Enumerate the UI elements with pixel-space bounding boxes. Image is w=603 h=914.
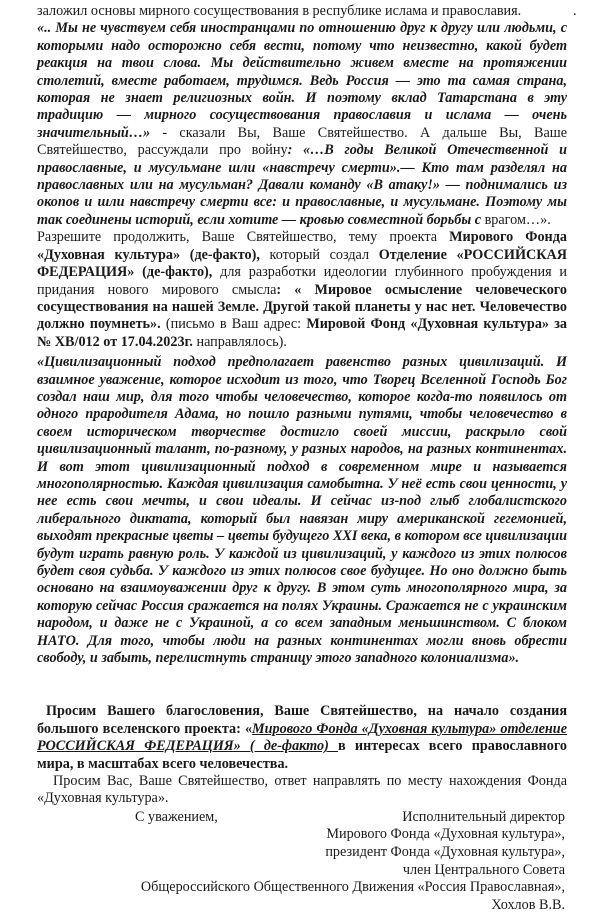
letter-reference: Мировой Фонд «Духовная культура» за № ХВ/012 от 17.04.2023г. [37,316,567,350]
project-text: для разработки идеологии глубинного пробуждения и придания нового мирового смысла [37,264,567,298]
quote-attribution: - сказали Вы, Ваше Святейшество. А дальше Вы, Ваше Святейшество, рассуждали про войну [37,124,567,159]
quote-paragraph-2 [37,354,567,667]
signature-lines [37,809,567,914]
signature-org: Мирового Фонда «Духовная культура», [326,826,565,843]
signature-president: президент Фонда «Духовная культура», [325,844,565,861]
signature-name: Хохлов В.В. [491,896,565,913]
reply-request: Просим Вас, Ваше Святейшество, ответ направлять по месту нахождения Фонда «Духовная культура». [37,773,567,807]
request-text: в интересах всего православного мира, в масштабах всего человечества. [37,738,567,772]
intro-paragraph [37,3,577,20]
quote-tatarstan: «.. Мы не чувствуем себя иностранцами по отношению друг к другу или людьми, с которыми надо осторожно себя вести, потому что неизвестно, какой будет реакция на твои слова. Мы действительно живем вместе на протяжении столетий, вместе работаем, трудимся. Ведь Россия — это та самая страна, которая не знает религиозных войн. И поэтому вклад Татарстана в эту традицию — мирного сосуществования православия и ислама — очень значительный…» [37,20,567,141]
project-text: Разрешите продолжить, Ваше Святейшество, тему проекта [37,229,450,246]
request-paragraph [37,703,567,773]
letter-page [37,3,577,914]
trailing-dot: . [573,3,577,19]
quote-war-tail: врагом…». [481,211,551,228]
foundation-name: Мирового Фонда «Духовная культура» (де-факто), [37,229,567,263]
quote-war: : «…В годы Великой Отечественной и православные, и мусульмане шли «навстречу смерти».— Кто там разделял на православных или на мусульман? Давали команду «В атаку!» — поднимались из окопов и шли навстречу смерти все: и православные, и мусульмане. Поэтому мы так соединены историй, если хотите — кровью совместной борьбы с [37,142,567,228]
project-text: направлялось). [192,333,287,350]
quote-paragraph-1 [37,20,567,229]
signature-block [37,809,567,914]
signature-council: член Центрального Совета [402,861,565,878]
request-text: Просим Вашего благословения, Ваше Святейшество, на начало создания большого вселенского проекта: « [37,703,567,737]
intro-line: заложил основы мирного сосуществования в республике ислама и православия. [37,3,522,19]
spacer [37,667,567,703]
reply-request-paragraph [37,773,567,808]
signature-movement: Общероссийского Общественного Движения «Россия Православная», [140,879,565,896]
branch-name: Отделение «РОССИЙСКАЯ ФЕДЕРАЦИЯ» (де-факто), [37,246,567,281]
greeting: С уважением, [135,808,218,825]
project-text: (письмо в Ваш адрес: [160,316,307,333]
project-text: который создал [259,246,379,263]
quote-civilizational: «Цивилизационный подход предполагает равенство разных цивилизаций. И взаимное уважение, которое исходит из того, что Творец Вселенной Господь Бог создал наш мир, для того чтобы человечество, которое когда-то появилось от одного прародителя Адама, но пошло разными путями, чтобы человечество в своем историческом творчестве достигло своей миссии, раскрыло свой цивилизационный талант, по-разному, у разных народов, на разных континентах. И вот этот цивилизационный подход в современном мире и называется многополярностью. Каждая цивилизация самобытна. У неё есть свои ценности, у нее есть свои мечты, и свои идеалы. И сейчас из-под глыб глобалистского либерального диктата, который был навязан миру американской гегемонией, выходят прекрасные цветы – цветы будущего XXI века, в котором все цивилизации будут играть равную роль. У каждой из цивилизаций, у каждого из этих полюсов будет своя судьба. У каждого из этих полюсов свое будущее. Но оно должно быть основано на взаимоуважении друг к другу. В этом суть многополярного мира, за которую сейчас Россия сражается на полях Украины. Сражается не с украинским народом, и даже не с Украиной, а со всем западным меньшинством. С блоком НАТО. Для того, чтобы люди на разных континентах могли вновь обрести свободу, и забыть, перелистнуть страницу этого западного колониализма». [37,354,567,667]
project-title-underlined: Мирового Фонда «Духовная культура» отделение РОССИЙСКАЯ ФЕДЕРАЦИЯ» ( де-факто) [37,720,567,755]
project-paragraph [37,229,567,351]
project-motto: : « Мировое осмысление человеческого сосуществования на нашей Земле. Другой такой планеты у нас нет. Человечество должно поумнеть». [37,281,567,333]
signature-title: Исполнительный директор [402,808,565,825]
